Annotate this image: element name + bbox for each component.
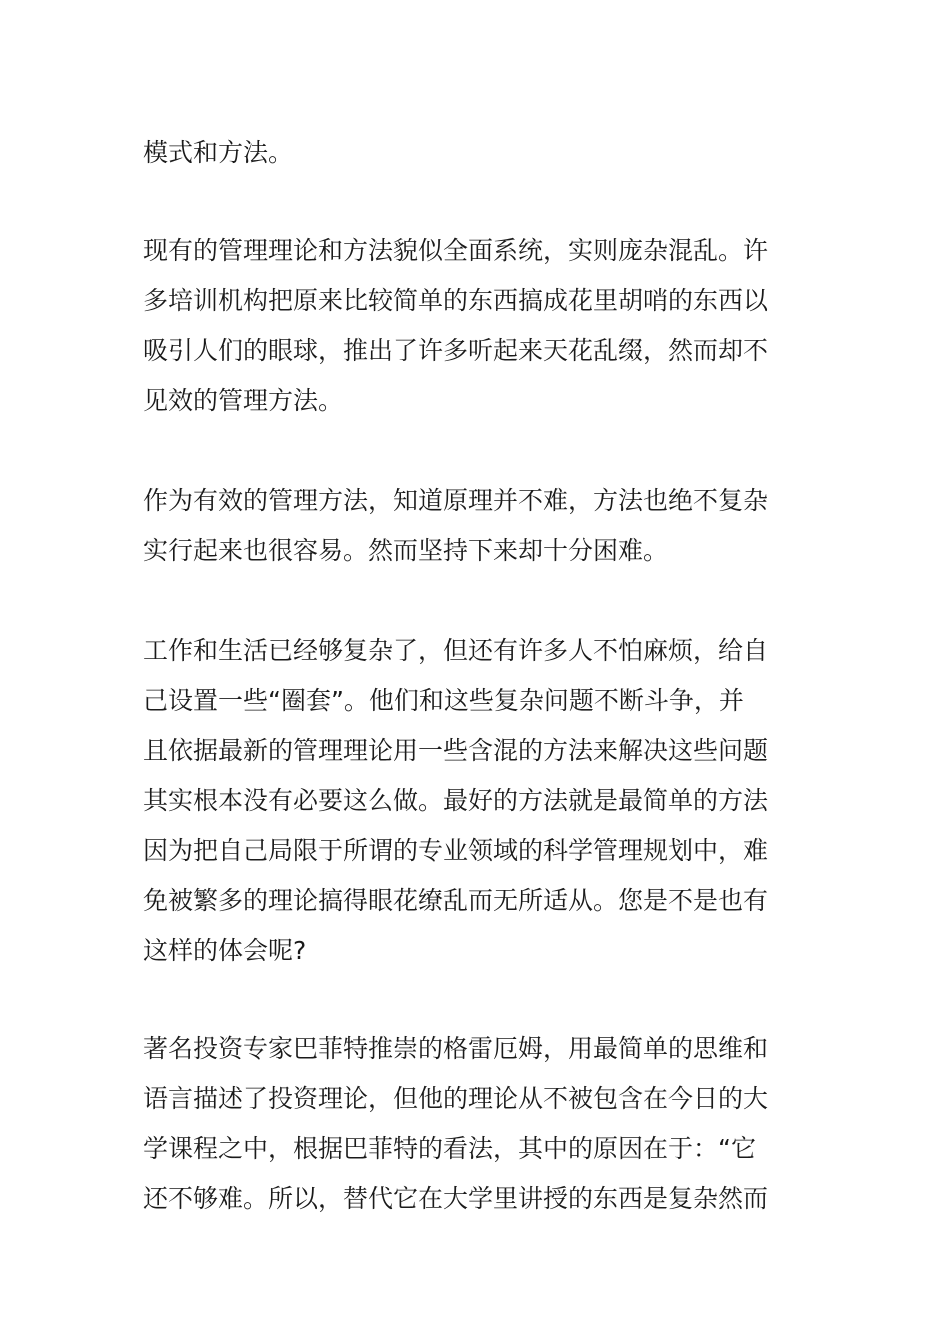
text-line: 其实根本没有必要这么做。最好的方法就是最简单的方法 xyxy=(143,786,769,815)
text-line: 学课程之中，根据巴菲特的看法，其中的原因在于：“它 xyxy=(143,1134,756,1163)
text-line: 吸引人们的眼球，推出了许多听起来天花乱缀，然而却不 xyxy=(143,336,769,365)
text-line: 著名投资专家巴菲特推崇的格雷厄姆，用最简单的思维和 xyxy=(143,1034,769,1063)
text-line: 实行起来也很容易。然而坚持下来却十分困难。 xyxy=(143,536,669,565)
paragraph-2 xyxy=(143,226,813,426)
text-line: 多培训机构把原来比较简单的东西搞成花里胡哨的东西以 xyxy=(143,286,769,315)
text-line: 工作和生活已经够复杂了，但还有许多人不怕麻烦，给自 xyxy=(143,636,769,665)
paragraph-1 xyxy=(143,128,813,178)
text-line: 作为有效的管理方法，知道原理并不难，方法也绝不复杂 xyxy=(143,486,769,515)
paragraph-3 xyxy=(143,476,813,576)
text-line: 还不够难。所以，替代它在大学里讲授的东西是复杂然而 xyxy=(143,1184,769,1213)
text-line: 免被繁多的理论搞得眼花缭乱而无所适从。您是不是也有 xyxy=(143,886,769,915)
text-line: 现有的管理理论和方法貌似全面系统，实则庞杂混乱。许 xyxy=(143,236,769,265)
text-line: 因为把自己局限于所谓的专业领域的科学管理规划中，难 xyxy=(143,836,769,865)
paragraph-5 xyxy=(143,1024,813,1224)
text-line: 语言描述了投资理论，但他的理论从不被包含在今日的大 xyxy=(143,1084,769,1113)
text-line: 见效的管理方法。 xyxy=(143,386,344,415)
text-line: 且依据最新的管理理论用一些含混的方法来解决这些问题 xyxy=(143,736,769,765)
text-line: 己设置一些“圈套”。他们和这些复杂问题不断斗争，并 xyxy=(143,686,744,715)
text-line: 模式和方法。 xyxy=(143,138,294,167)
paragraph-4 xyxy=(143,626,813,976)
text-line: 这样的体会呢? xyxy=(143,936,307,965)
